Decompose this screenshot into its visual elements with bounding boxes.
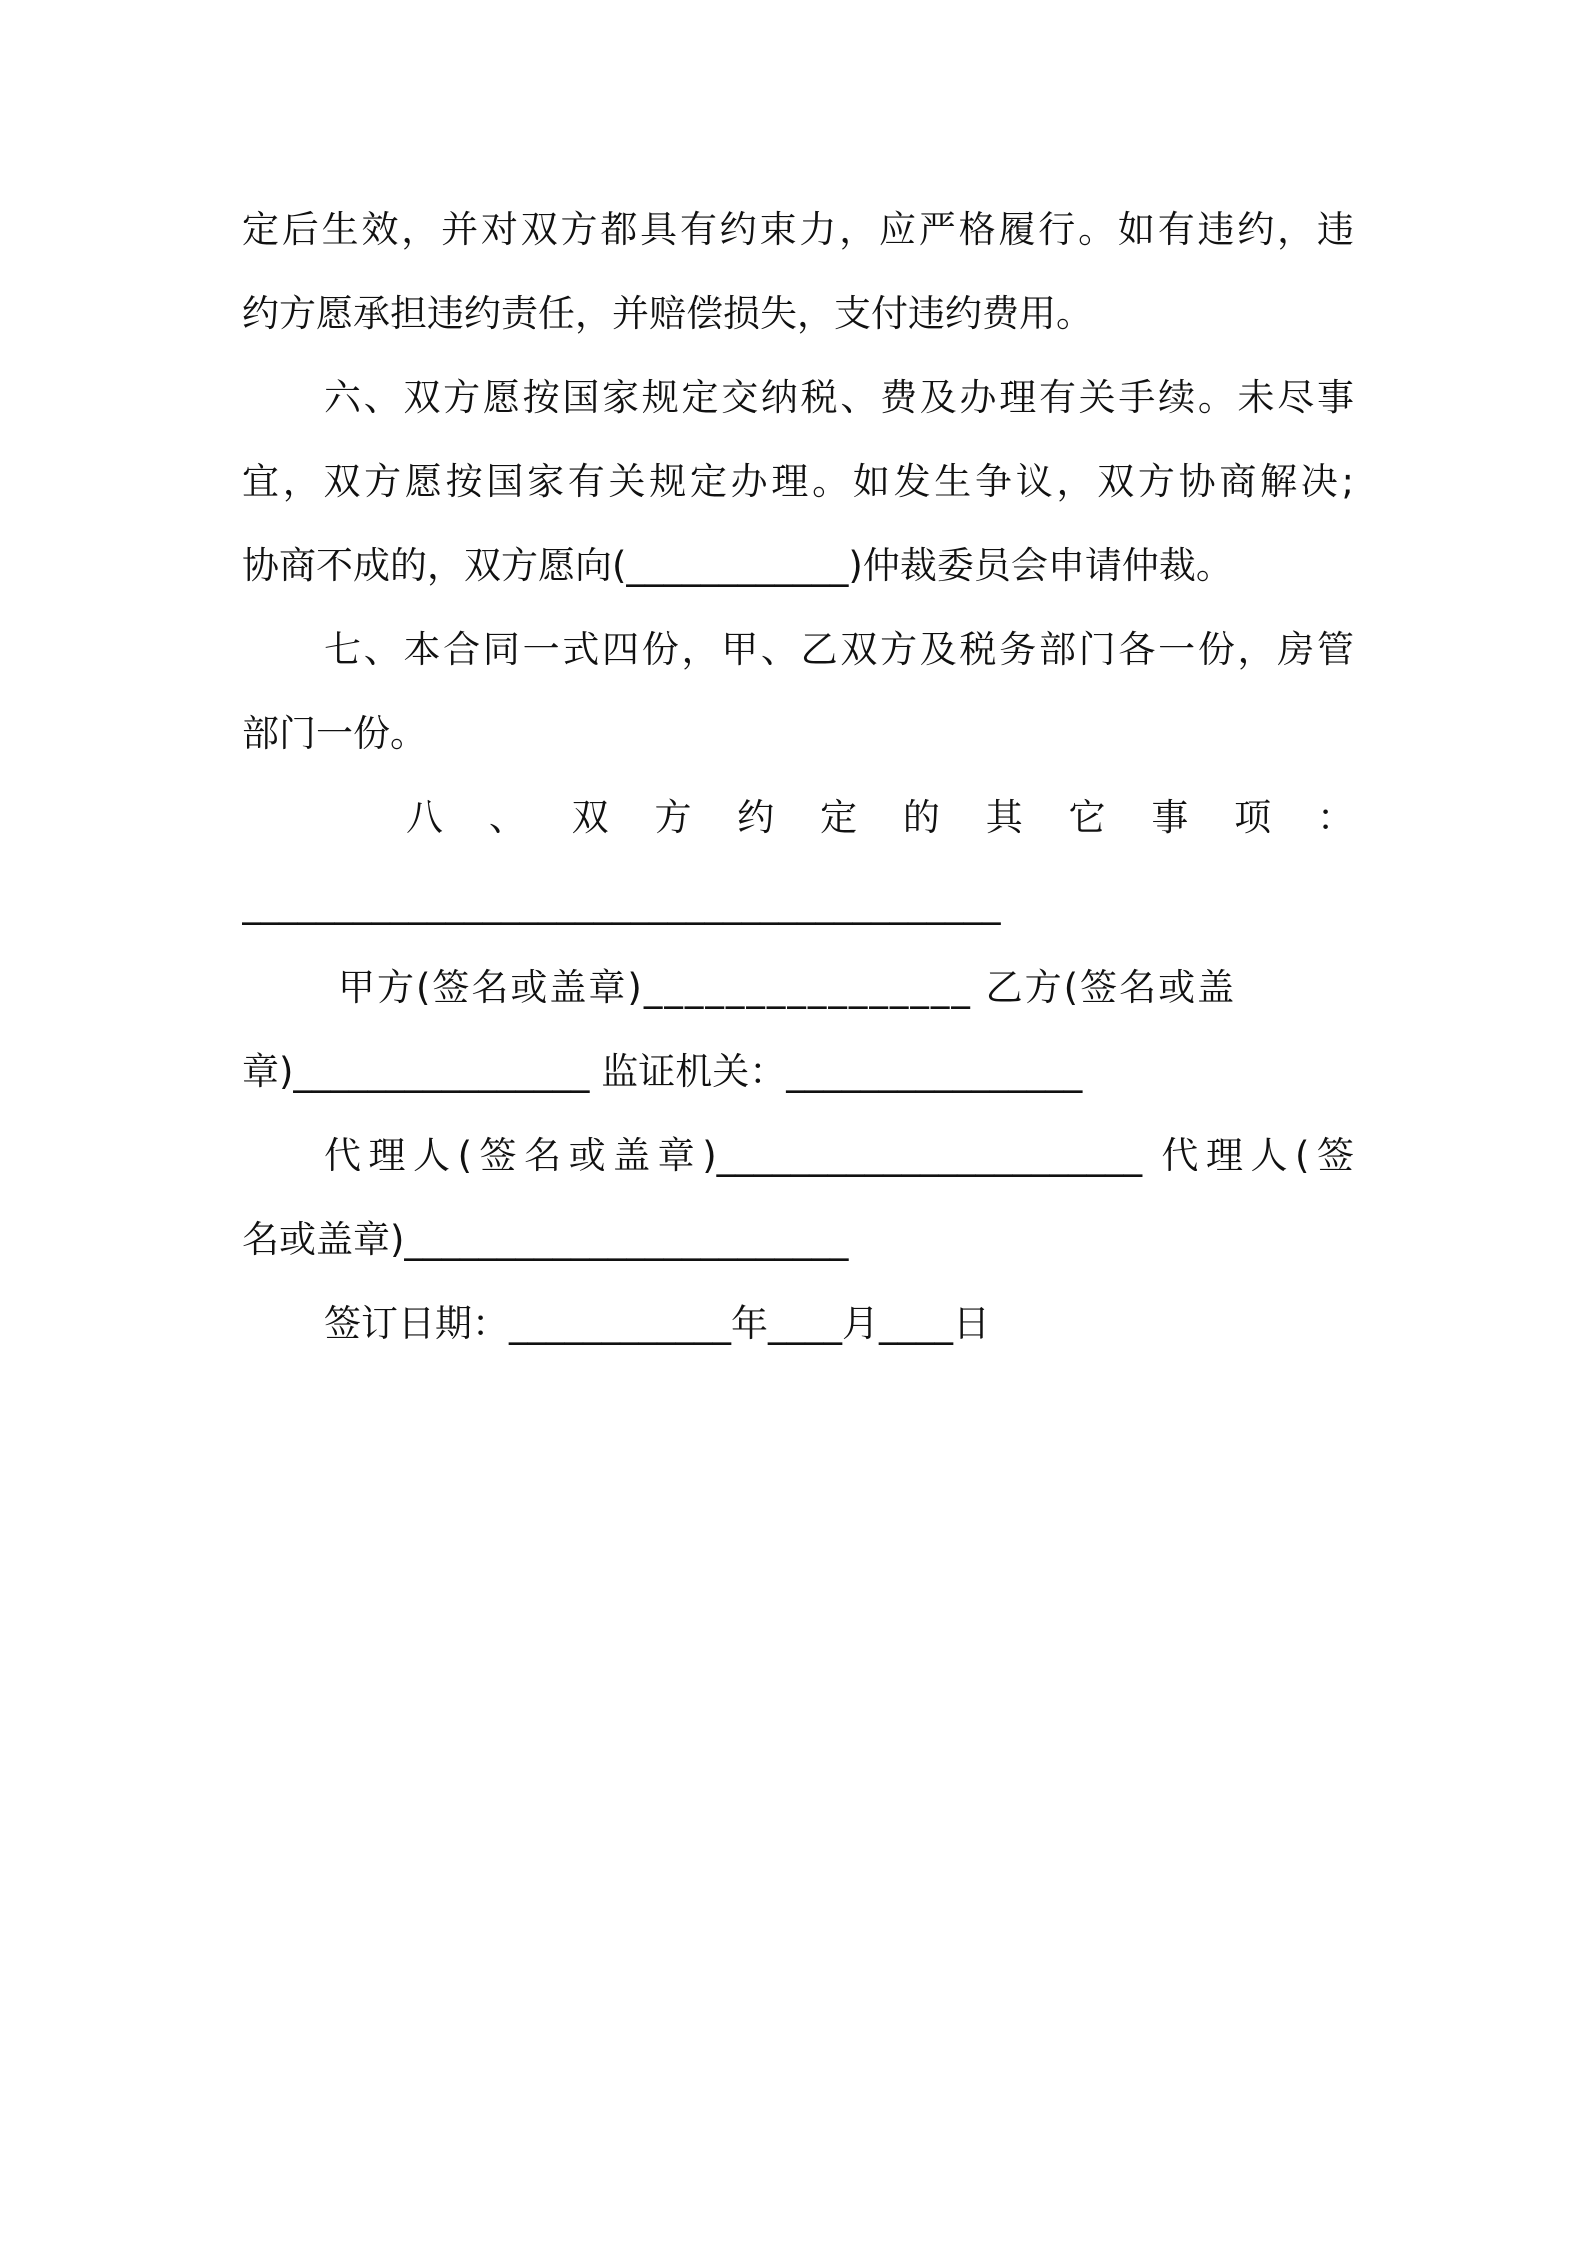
- clause-5-continuation-line-1: 定后生效，并对双方都具有约束力，应严格履行。如有违约，违: [242, 208, 1354, 251]
- clause-6-line-3: 协商不成的，双方愿向(____________)仲裁委员会申请仲裁。: [242, 544, 1233, 587]
- clause-5-continuation-line-2: 约方愿承担违约责任，并赔偿损失，支付违约费用。: [242, 292, 1093, 335]
- party-a-signature-line: 甲方(签名或盖章)________________ 乙方(签名或盖: [338, 966, 1237, 1009]
- clause-8-blank-line: _________________________________________: [242, 882, 1001, 925]
- clause-7-line-2: 部门一份。: [242, 712, 427, 755]
- clause-8-heading: 八、双方约定的其它事项：: [406, 796, 1354, 839]
- agent-signature-line-2: 名或盖章)________________________: [242, 1218, 849, 1261]
- clause-7-line-1: 七、本合同一式四份，甲、乙双方及税务部门各一份，房管: [324, 628, 1354, 671]
- party-b-signature-line: 章)________________ 监证机关：________________: [242, 1050, 1083, 1093]
- clause-6-line-2: 宜，双方愿按国家有关规定办理。如发生争议，双方协商解决;: [242, 460, 1354, 503]
- clause-6-line-1: 六、双方愿按国家规定交纳税、费及办理有关手续。未尽事: [324, 376, 1354, 419]
- agent-signature-line-1: 代理人(签名或盖章)_______________________ 代理人(签: [324, 1134, 1354, 1177]
- signing-date-line: 签订日期：____________年____月____日: [324, 1302, 990, 1345]
